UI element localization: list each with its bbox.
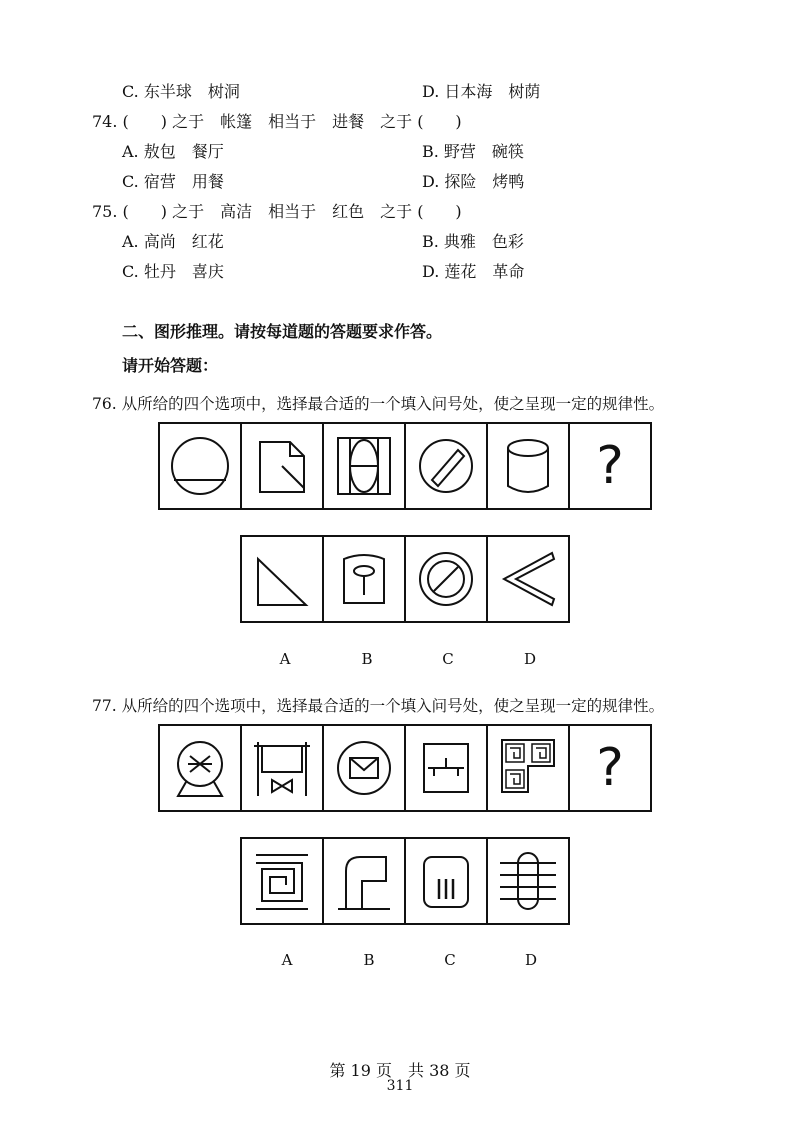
- q73-option-d: D. 日本海 树荫: [422, 82, 541, 101]
- section-start: 请开始答题：: [122, 356, 219, 375]
- q77-option-a-figure[interactable]: [240, 837, 324, 925]
- q76-question-cell: [568, 422, 652, 510]
- q75-stem: 75. ( ) 之于 高洁 相当于 红色 之于 ( ): [92, 202, 462, 221]
- q77-option-c-figure[interactable]: [404, 837, 488, 925]
- q76-label-d: D: [523, 650, 537, 668]
- q77-label-b: B: [363, 951, 375, 969]
- q77-figure-1: [158, 724, 242, 812]
- q77-figure-2: [240, 724, 324, 812]
- q75-option-a: A. 高尚 红花: [122, 232, 224, 251]
- q77-question-mark: ?: [596, 738, 624, 798]
- q73-option-c: C. 东半球 树洞: [122, 82, 240, 101]
- q76-figure-5: [486, 422, 570, 510]
- q76-option-d-figure[interactable]: [486, 535, 570, 623]
- q76-option-b-figure[interactable]: [322, 535, 406, 623]
- q77-question-row: [158, 724, 652, 812]
- q76-option-c-figure[interactable]: [404, 535, 488, 623]
- q76-label-a: A: [279, 650, 291, 668]
- q76-label-c: C: [442, 650, 454, 668]
- q77-figure-3: [322, 724, 406, 812]
- q76-options-row: [240, 535, 570, 623]
- q75-option-c: C. 牡丹 喜庆: [122, 262, 224, 281]
- q77-options-row: [240, 837, 570, 925]
- section-title: 二、图形推理。请按每道题的答题要求作答。: [122, 322, 443, 341]
- q75-option-b: B. 典雅 色彩: [422, 232, 524, 251]
- q77-label-d: D: [524, 951, 538, 969]
- q76-label-b: B: [361, 650, 373, 668]
- q77-question-cell: [568, 724, 652, 812]
- q77-figure-5: [486, 724, 570, 812]
- q76-question-mark: ?: [596, 436, 624, 496]
- q77-option-d-figure[interactable]: [486, 837, 570, 925]
- q76-figure-4: [404, 422, 488, 510]
- q76-option-a-figure[interactable]: [240, 535, 324, 623]
- q74-option-a: A. 敖包 餐厅: [122, 142, 224, 161]
- q76-figure-2: [240, 422, 324, 510]
- q74-option-c: C. 宿营 用餐: [122, 172, 224, 191]
- q77-stem: 77. 从所给的四个选项中，选择最合适的一个填入问号处，使之呈现一定的规律性。: [92, 697, 665, 715]
- q76-figure-3: [322, 422, 406, 510]
- page-footer: 第 19 页 共 38 页: [329, 1061, 471, 1080]
- q75-option-d: D. 莲花 革命: [422, 262, 525, 281]
- q74-option-d: D. 探险 烤鸭: [422, 172, 525, 191]
- q77-option-b-figure[interactable]: [322, 837, 406, 925]
- q77-label-a: A: [281, 951, 293, 969]
- q76-figure-1: [158, 422, 242, 510]
- q77-label-c: C: [444, 951, 456, 969]
- q76-stem: 76. 从所给的四个选项中，选择最合适的一个填入问号处，使之呈现一定的规律性。: [92, 395, 665, 413]
- page-number: 311: [386, 1078, 414, 1094]
- q74-stem: 74. ( ) 之于 帐篷 相当于 进餐 之于 ( ): [92, 112, 462, 131]
- q77-figure-4: [404, 724, 488, 812]
- q76-question-row: [158, 422, 652, 510]
- q74-option-b: B. 野营 碗筷: [422, 142, 524, 161]
